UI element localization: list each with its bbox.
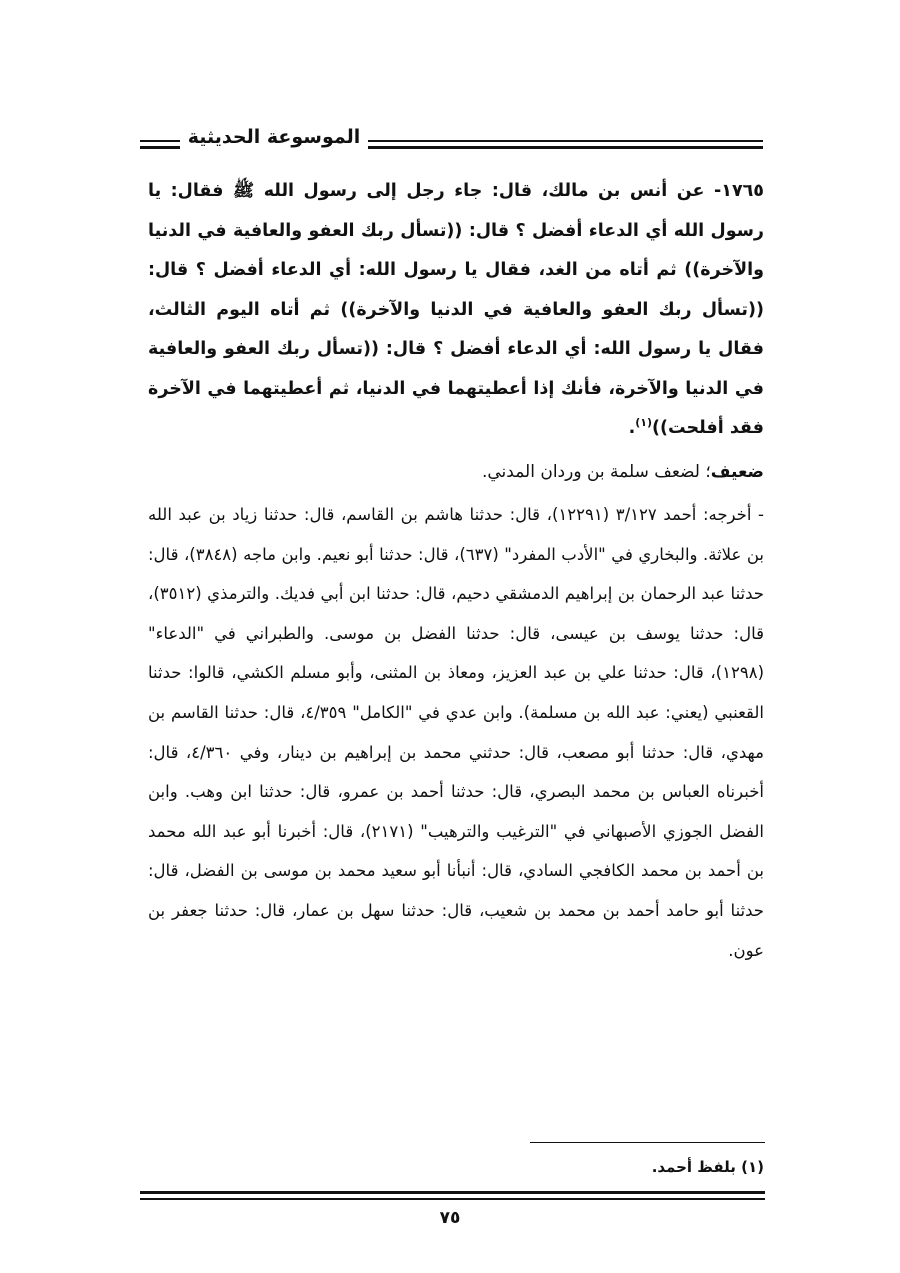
page-number: ٧٥ [439, 1208, 461, 1228]
verdict-label: ضعيف [710, 462, 764, 482]
footnote-ref: (١) [635, 416, 652, 430]
footer-rule-top [140, 1191, 765, 1194]
hadith-end: . [628, 418, 636, 438]
hadith-body: ١٧٦٥- عن أنس بن مالك، قال: جاء رجل إلى رسول الله ﷺ فقال: يا رسول الله أي الدعاء أفضل ؟ قال: ((تسأل ربك العفو والعافية في الدنيا والآخرة)) ثم أتاه من الغد، فقال يا رسول الله: أي الدعاء أفضل ؟ قال: ((تسأل ربك العفو والعافية في الدنيا والآخرة)) ثم أتاه اليوم الثالث، فقال يا رسول الله: أي الدعاء أفضل ؟ قال: ((تسأل ربك العفو والعافية في الدنيا والآخرة، فأنك إذا أعطيتهما في الدنيا، ثم أعطيتهما في الآخرة فقد أفلحت)) [148, 181, 764, 438]
verdict [148, 453, 764, 491]
takhrij-text: - أخرجه: أحمد ٣/١٢٧ (١٢٢٩١)، قال: حدثنا هاشم بن القاسم، قال: حدثنا زياد بن عبد الله بن علاثة. والبخاري في "الأدب المفرد" (٦٣٧)، قال: حدثنا أبو نعيم. وابن ماجه (٣٨٤٨)، قال: حدثنا عبد الرحمان بن إبراهيم الدمشقي دحيم، قال: حدثنا ابن أبي فديك. والترمذي (٣٥١٢)، قال: حدثنا يوسف بن عيسى، قال: حدثنا الفضل بن موسى. والطبراني في "الدعاء" (١٢٩٨)، قال: حدثنا علي بن عبد العزيز، ومعاذ بن المثنى، وأبو مسلم الكشي، قالوا: حدثنا القعنبي (يعني: عبد الله بن مسلمة). وابن عدي في "الكامل" ٤/٣٥٩، قال: حدثنا القاسم بن مهدي، قال: حدثنا أبو مصعب، قال: حدثني محمد بن إبراهيم بن دينار، وفي ٤/٣٦٠، قال: أخبرناه العباس بن محمد البصري، قال: حدثنا أحمد بن عمرو، قال: حدثنا ابن وهب. وابن الفضل الجوزي الأصبهاني في "الترغيب والترهيب" (٢١٧١)، قال: أخبرنا أبو عبد الله محمد بن أحمد بن محمد الكافجي السادي، قال: أنبأنا أبو سعيد محمد بن موسى بن الفضل، قال: حدثنا أبو حامد أحمد بن محمد بن شعيب، قال: حدثنا سهل بن عمار، قال: حدثنا جعفر بن عون. [148, 505, 764, 960]
verdict-text: ؛ لضعف سلمة بن وردان المدني. [481, 462, 711, 482]
header-rule-left-bottom [140, 146, 180, 149]
header-rule-bottom [368, 146, 763, 149]
footnote: (١) بلفظ أحمد. [651, 1158, 764, 1176]
hadith-text [148, 172, 764, 449]
footer-rule-bottom [140, 1198, 765, 1200]
footnote-separator [530, 1142, 765, 1143]
header-rule-top [368, 140, 763, 142]
header-rule-left-top [140, 140, 180, 142]
header-title: الموسوعة الحديثية [187, 126, 361, 148]
